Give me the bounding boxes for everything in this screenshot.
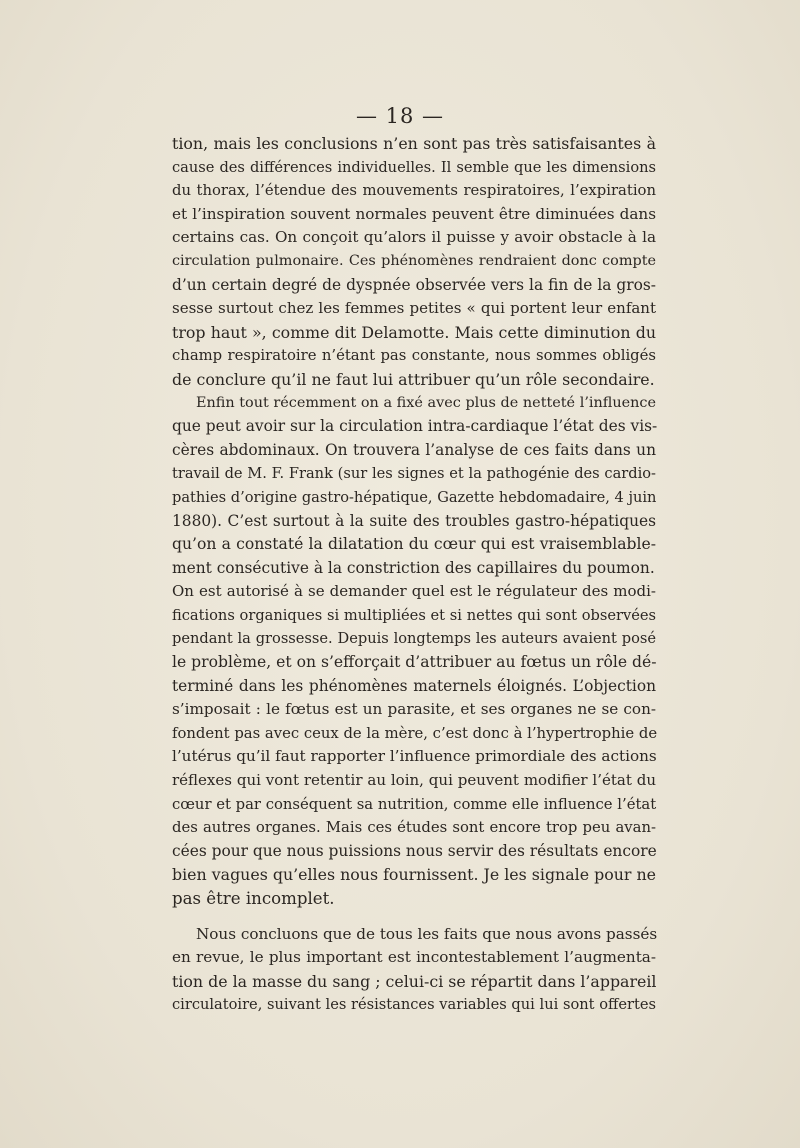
text-line: pas être incomplet. <box>172 889 335 908</box>
text-line: Nous concluons que de tous les faits que nous avons passés <box>196 924 658 943</box>
text-line: tion, mais les conclusions n’en sont pas très satisfaisantes à <box>172 134 656 153</box>
text-line: ment consécutive à la constriction des capillaires du poumon. <box>172 558 655 577</box>
text-line: On est autorisé à se demander quel est le régulateur des modi- <box>172 582 656 601</box>
text-line: cées pour que nous puissions nous servir des résultats encore <box>172 841 657 860</box>
text-line: fications organiques si multipliées et si nettes qui sont observées <box>172 606 656 624</box>
text-line: trop haut », comme dit Delamotte. Mais cette diminution du <box>172 322 656 342</box>
text-line: cœur et par conséquent sa nutrition, comme elle influence l’état <box>172 795 657 813</box>
text-line: 1880). C’est surtout à la suite des troubles gastro-hépatiques <box>172 511 656 530</box>
text-line: s’imposait : le fœtus est un parasite, et ses organes ne se con- <box>172 700 656 719</box>
text-line: certains cas. On conçoit qu’alors il puisse y avoir obstacle à la <box>172 228 656 247</box>
paragraph-1 <box>172 132 656 392</box>
text-line: du thorax, l’étendue des mouvements respiratoires, l’expiration <box>172 182 656 200</box>
text-line: terminé dans les phénomènes maternels éloignés. L’objection <box>172 676 656 695</box>
text-line: bien vagues qu’elles nous fournissent. Je les signale pour ne <box>172 865 656 885</box>
text-line: travail de M. F. Frank (sur les signes et la pathogénie des cardio- <box>172 465 656 483</box>
text-line: circulatoire, suivant les résistances variables qui lui sont offertes <box>172 996 656 1014</box>
text-line: d’un certain degré de dyspnée observée vers la fin de la gros- <box>172 275 656 294</box>
text-line: que peut avoir sur la circulation intra-cardiaque l’état des vis- <box>172 417 658 436</box>
text-line: circulation pulmonaire. Ces phénomènes rendraient donc compte <box>172 252 656 269</box>
text-line: l’utérus qu’il faut rapporter l’influence primordiale des actions <box>172 747 657 766</box>
text-line: cères abdominaux. On trouvera l’analyse de ces faits dans un <box>172 440 656 459</box>
text-line: pathies d’origine gastro-hépatique, Gazette hebdomadaire, 4 juin <box>172 488 657 506</box>
paragraph-spacer <box>172 911 656 923</box>
paragraph-2 <box>172 392 656 581</box>
text-line: de conclure qu’il ne faut lui attribuer qu’un rôle secondaire. <box>172 369 655 389</box>
text-line: le problème, et on s’efforçait d’attribuer au fœtus un rôle dé- <box>172 653 657 672</box>
text-line: fondent pas avec ceux de la mère, c’est donc à l’hypertrophie de <box>172 724 658 742</box>
text-line: Enfin tout récemment on a fixé avec plus de netteté l’influence <box>196 394 656 411</box>
paragraph-3 <box>172 580 656 910</box>
paragraph-4 <box>172 923 656 1017</box>
text-line: et l’inspiration souvent normales peuvent être diminuées dans <box>172 204 656 223</box>
text-line: en revue, le plus important est incontestablement l’augmenta- <box>172 948 656 967</box>
page-number: — 18 — <box>355 104 445 128</box>
text-line: cause des différences individuelles. Il semble que les dimensions <box>172 158 656 176</box>
text-line: tion de la masse du sang ; celui-ci se répartit dans l’appareil <box>172 971 657 991</box>
text-line: sesse surtout chez les femmes petites « qui portent leur enfant <box>172 299 656 318</box>
text-line: réflexes qui vont retentir au loin, qui peuvent modifier l’état du <box>172 771 656 790</box>
body-text <box>172 132 656 1017</box>
text-line: qu’on a constaté la dilatation du cœur qui est vraisemblable- <box>172 535 656 554</box>
text-line: des autres organes. Mais ces études sont encore trop peu avan- <box>172 819 656 837</box>
text-line: champ respiratoire n’étant pas constante, nous sommes obligés <box>172 347 656 365</box>
text-line: pendant la grossesse. Depuis longtemps les auteurs avaient posé <box>172 630 656 648</box>
